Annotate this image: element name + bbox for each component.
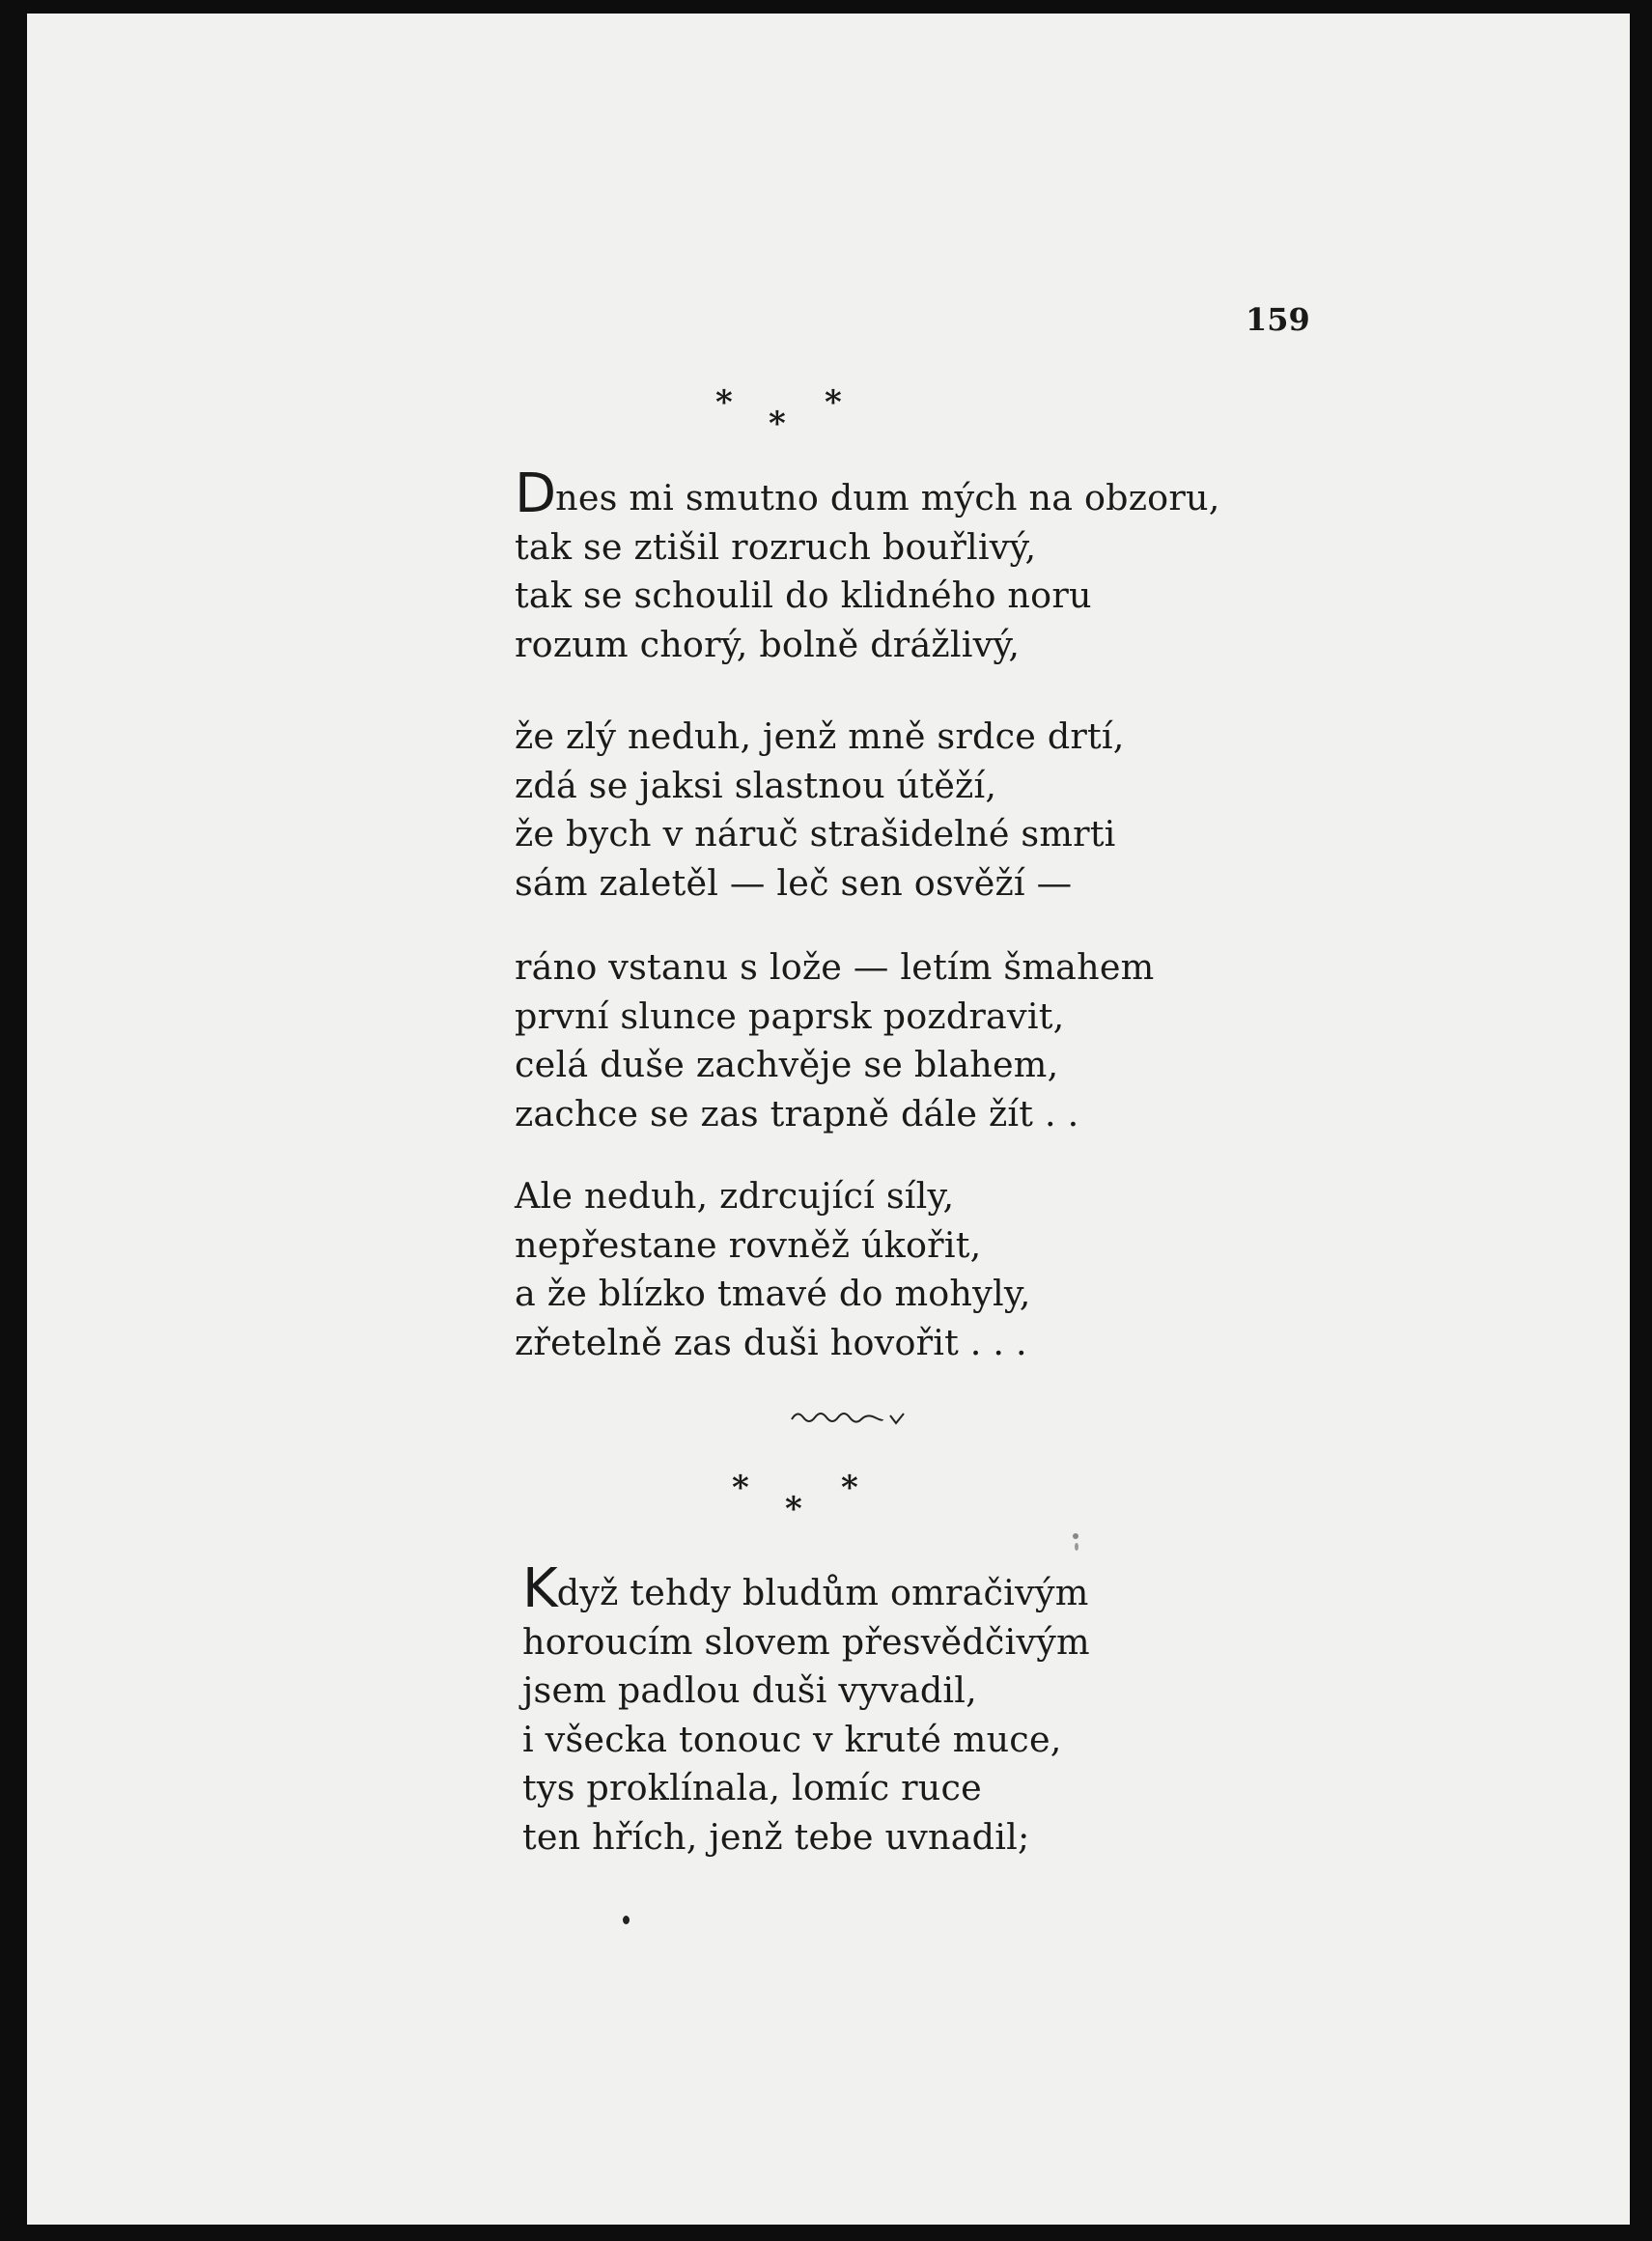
verse-line: první slunce paprsk pozdravit, xyxy=(515,994,1065,1037)
verse-line: rozum chorý, bolně drážlivý, xyxy=(515,623,1021,665)
verse-line: ráno vstanu s lože — letím šmahem xyxy=(515,946,1155,988)
scan-speck xyxy=(1073,1533,1078,1539)
verse-line: ten hřích, jenž tebe uvnadil; xyxy=(522,1815,1030,1858)
verse-line: zřetelně zas duši hovořit . . . xyxy=(515,1321,1027,1363)
verse-line: Dnes mi smutno dum mých na obzoru, xyxy=(515,462,1220,525)
verse-line: tys proklínala, lomíc ruce xyxy=(522,1767,982,1808)
verse-line: i všecka tonouc v kruté muce, xyxy=(522,1718,1062,1760)
asterisk: * xyxy=(715,383,733,422)
scan-speck xyxy=(1075,1543,1078,1551)
page-number: 159 xyxy=(1246,301,1310,338)
verse-line: celá duše zachvěje se blahem, xyxy=(515,1044,1059,1085)
drop-cap: K xyxy=(522,1557,557,1620)
poem-1-stanza-3 xyxy=(515,943,1154,1138)
verse-line: že zlý neduh, jenž mně srdce drtí, xyxy=(515,715,1125,757)
poem-1-stanza-4 xyxy=(515,1172,1031,1367)
verse-line: tak se ztišil rozruch bouřlivý, xyxy=(515,525,1037,568)
verse-line: tak se schoulil do klidného noru xyxy=(515,574,1092,616)
tilde-ornament xyxy=(790,1406,915,1431)
verse-line: jsem padlou duši vyvadil, xyxy=(522,1669,977,1711)
asterisk: * xyxy=(825,383,842,422)
poem-2-stanza-1 xyxy=(522,1557,1090,1862)
verse-line: horoucím slovem přesvědčivým xyxy=(522,1620,1090,1663)
drop-cap: D xyxy=(515,462,556,525)
asterisk: * xyxy=(732,1469,749,1507)
poem-1-stanza-2 xyxy=(515,713,1125,908)
verse-line: zachce se zas trapně dále žít . . xyxy=(515,1092,1079,1135)
scan-speck xyxy=(623,1916,630,1924)
verse-line: že bych v náruč strašidelné smrti xyxy=(515,813,1116,854)
verse-line: nepřestane rovněž úkořit, xyxy=(515,1223,982,1266)
verse-line: sám zaletěl — leč sen osvěží — xyxy=(515,861,1073,904)
verse-line: zdá se jaksi slastnou útěží, xyxy=(515,764,997,806)
verse-line: Když tehdy bludům omračivým xyxy=(522,1557,1089,1620)
asterisk: * xyxy=(841,1469,858,1507)
verse-line: Ale neduh, zdrcující síly, xyxy=(515,1175,955,1217)
book-page xyxy=(27,14,1630,2225)
verse-line: a že blízko tmavé do mohyly, xyxy=(515,1273,1031,1314)
asterisk: * xyxy=(785,1490,802,1528)
poem-1-stanza-1 xyxy=(515,462,1220,669)
asterisk: * xyxy=(769,405,786,443)
